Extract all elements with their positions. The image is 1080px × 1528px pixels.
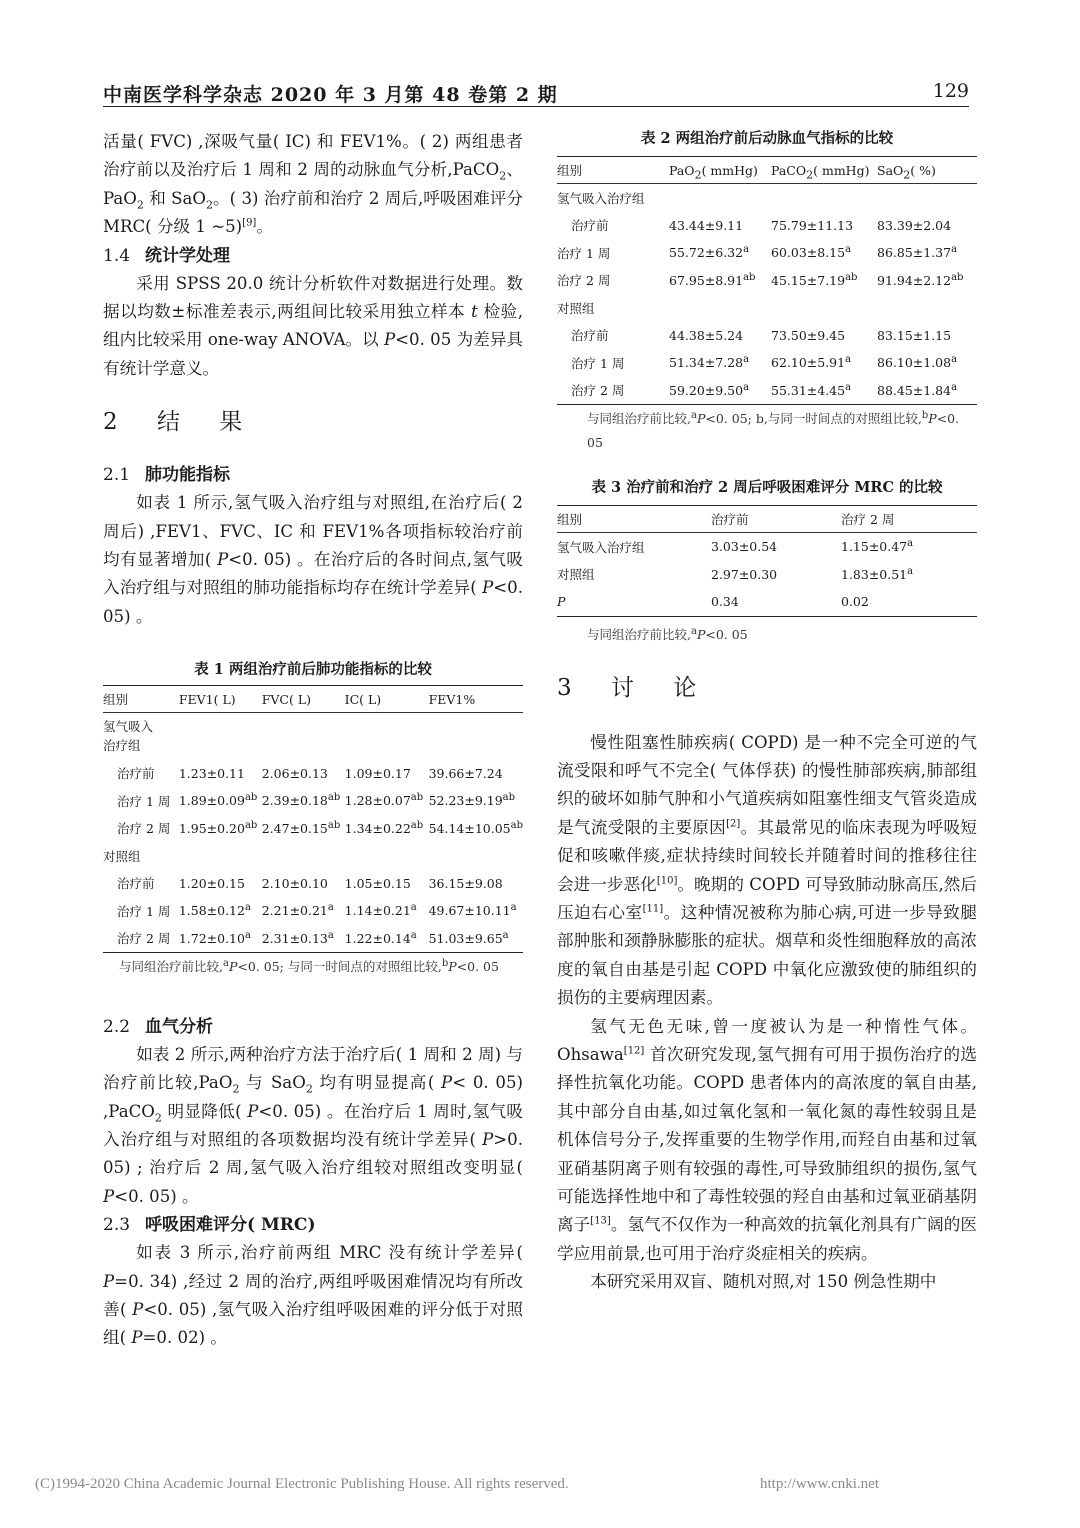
t3-header: 治疗前 bbox=[711, 506, 841, 533]
blood-gas-paragraph: 如表 2 所示,两种治疗方法于治疗后( 1 周和 2 周) 与治疗前比较,PaO$_2$ 与 SaO$_2$ 均有明显提高( P< 0. 05) ,PaCO$_2$ 明显降低( P<0. 05) 。在治疗后 1 周时,氢气吸入治疗组与对照组的各项数据均没有统计学差异( P>0. 05) ; 治疗后 2 周,氢气吸入治疗组较对照组改变明显( P<0. 05) 。 bbox=[103, 1044, 523, 1206]
table-3-caption: 表 3 治疗前和治疗 2 周后呼吸困难评分 MRC 的比较 bbox=[591, 479, 943, 496]
t2-header: 组别 bbox=[557, 157, 669, 184]
table-1-note: 与同组治疗前比较,$^a$P<0. 05; 与同一时间点的对照组比较,$^b$P<0. 05 bbox=[119, 957, 499, 974]
t1-header: FEV1( L) bbox=[179, 686, 262, 713]
table-row: 治疗 1 周 51.34±7.28$^a$ 62.10±5.91$^a$ 86.10±1.08$^a$ bbox=[571, 354, 958, 371]
table-row: 治疗 2 周 1.72±0.10$^a$ 2.31±0.13$^a$ 1.22±0.14$^a$ 51.03±9.65$^a$ bbox=[117, 929, 509, 947]
section-1-4-heading: 1.4 统计学处理 bbox=[103, 245, 230, 266]
table-1-caption: 表 1 两组治疗前后肺功能指标的比较 bbox=[194, 661, 432, 679]
discussion-paragraph-2: 氢气无色无味,曾一度被认为是一种惰性气体。Ohsawa[12] 首次研究发现,氢气拥有可用于损伤治疗的选择性抗氧化功能。COPD 患者体内的高浓度的氧自由基,其中部分自由基,如过氧化氢和一氧化氮的毒性较弱且是机体信号分子,发挥重要的生物学作用,而羟自由基和过氧亚硝基阴离子则有较强的毒性,可导致肺组织的损伤,氢气可能选择性地中和了毒性较强的羟自由基和过氧亚硝基阴离子[13]。氢气不仅作为一种高效的抗氧化剂具有广阔的医学应用前景,也可用于治疗炎症相关的疾病。 bbox=[557, 1016, 978, 1263]
section-2-1-heading: 2.1 肺功能指标 bbox=[103, 465, 230, 486]
citation-10: [10] bbox=[656, 875, 678, 886]
table-row: 对照组 2.97±0.30 1.83±0.51$^a$ bbox=[557, 565, 914, 583]
table-row: 治疗 1 周 1.89±0.09$^{ab}$ 2.39±0.18$^{ab}$ 1.28±0.07$^{ab}$ 52.23±9.19$^{ab}$ bbox=[117, 791, 516, 809]
right-column bbox=[557, 128, 977, 1297]
table-2-note: 与同组治疗前比较,$^a$P<0. 05; b,与同一时间点的对照组比较,$^b$P<0. 05 bbox=[587, 409, 960, 450]
intro-paragraph: 活量( FVC) ,深吸气量( IC) 和 FEV1%。( 2) 两组患者治疗前以及治疗后 1 周和 2 周的动脉血气分析,PaCO$_2$、PaO$_2$ 和 SaO$_2$。( 3) 治疗前和治疗 2 周后,呼吸困难评分 MRC( 分级 1 ~5)[9]。 bbox=[103, 132, 523, 237]
table-2-caption: 表 2 两组治疗前后动脉血气指标的比较 bbox=[640, 130, 894, 147]
table-row: 治疗前 44.38±5.24 73.50±9.45 83.15±1.15 bbox=[571, 327, 952, 344]
table-row: 治疗 1 周 55.72±6.32$^a$ 60.03±8.15$^a$ 86.85±1.37$^a$ bbox=[557, 244, 958, 261]
t2-group-label: 对照组 bbox=[557, 300, 595, 316]
table-row: 治疗前 43.44±9.11 75.79±11.13 83.39±2.04 bbox=[571, 217, 952, 234]
t1-header: FEV1% bbox=[429, 686, 523, 713]
section-2-2-heading: 2.2 血气分析 bbox=[103, 1016, 213, 1037]
copyright-footer bbox=[35, 1476, 1045, 1493]
t3-header: 治疗 2 周 bbox=[841, 506, 977, 533]
discussion-paragraph-3: 本研究采用双盲、随机对照,对 150 例急性期中 bbox=[590, 1272, 937, 1292]
mrc-paragraph: 如表 3 所示,治疗前两组 MRC 没有统计学差异( P=0. 34) ,经过 2 周的治疗,两组呼吸困难情况均有所改善( P<0. 05) ,氢气吸入治疗组呼吸困难的评分低于对照组( P=0. 02) 。 bbox=[103, 1243, 524, 1348]
running-header bbox=[103, 78, 969, 107]
stats-paragraph: 采用 SPSS 20.0 统计分析软件对数据进行处理。数据以均数±标准差表示,两组间比较采用独立样本 t 检验,组内比较采用 one-way ANOVA。以 P<0. 05 为差异具有统计学意义。 bbox=[103, 273, 524, 378]
copyright-text: (C)1994-2020 China Academic Journal Electronic Publishing House. All rights reserved. bbox=[35, 1476, 569, 1492]
section-2-3-heading: 2.3 呼吸困难评分( MRC) bbox=[103, 1215, 316, 1236]
citation-2: [2] bbox=[726, 818, 741, 830]
discussion-paragraph-1: 慢性阻塞性肺疾病( COPD) 是一种不完全可逆的气流受限和呼气不完全( 气体俘获) 的慢性肺部疾病,肺部组织的破坏如肺气肿和小气道疾病如阻塞性细支气管炎造成是气流受限的主要原因[2]。其最常见的临床表现为呼吸短促和咳嗽伴痰,症状持续时间较长并随着时间的推移往往会进一步恶化[10]。晚期的 COPD 可导致肺动脉高压,然后压迫右心室[11]。这种情况被称为肺心病,可进一步导致腿部肿胀和颈静脉膨胀的症状。烟草和炎性细胞释放的高浓度的氧自由基是引起 COPD 中氧化应激致使的肺组织的损伤的主要病理因素。 bbox=[557, 732, 978, 1008]
table-row: 治疗 1 周 1.58±0.12$^a$ 2.21±0.21$^a$ 1.14±0.21$^a$ 49.67±10.11$^a$ bbox=[117, 901, 517, 919]
t2-header: SaO$_2$( %) bbox=[877, 157, 977, 184]
table-row: 治疗前 1.20±0.15 2.10±0.10 1.05±0.15 36.15±9.08 bbox=[117, 875, 503, 892]
citation-12: [12] bbox=[623, 1045, 645, 1057]
table-3-note: 与同组治疗前比较,$^a$P<0. 05 bbox=[587, 625, 748, 642]
t2-group-label: 氢气吸入治疗组 bbox=[557, 190, 645, 206]
table-row: 治疗 2 周 67.95±8.91$^{ab}$ 45.15±7.19$^{ab}$ 91.94±2.12$^{ab}$ bbox=[557, 271, 964, 289]
citation-9: [9] bbox=[242, 217, 257, 229]
table-row: P 0.34 0.02 bbox=[557, 594, 869, 610]
table-1 bbox=[103, 685, 523, 953]
table-row: 氢气吸入治疗组 3.03±0.54 1.15±0.47$^a$ bbox=[557, 538, 914, 555]
t1-group-label: 对照组 bbox=[103, 848, 141, 864]
left-column bbox=[103, 128, 523, 1353]
table-row: 治疗前 1.23±0.11 2.06±0.13 1.09±0.17 39.66±7.24 bbox=[117, 765, 503, 782]
t1-header: 组别 bbox=[103, 686, 179, 713]
section-2-heading: 2 结 果 bbox=[103, 409, 259, 436]
table-3 bbox=[557, 505, 977, 617]
table-row: 治疗 2 周 1.95±0.20$^{ab}$ 2.47±0.15$^{ab}$ 1.34±0.22$^{ab}$ 54.14±10.05$^{ab}$ bbox=[117, 819, 523, 837]
t2-header: PaO$_2$( mmHg) bbox=[669, 157, 771, 184]
t2-header: PaCO$_2$( mmHg) bbox=[771, 157, 877, 184]
t1-header: IC( L) bbox=[345, 686, 429, 713]
section-3-heading: 3 讨 论 bbox=[557, 674, 713, 701]
citation-11: [11] bbox=[642, 903, 664, 915]
lung-function-paragraph: 如表 1 所示,氢气吸入治疗组与对照组,在治疗后( 2 周后) ,FEV1、FVC、IC 和 FEV1%各项指标较治疗前均有显著增加( P<0. 05) 。在治疗后的各时间点,氢气吸入治疗组与对照组的肺功能指标均存在统计学差异( P<0. 05) 。 bbox=[103, 493, 523, 626]
page-number: 129 bbox=[932, 80, 969, 102]
citation-13: [13] bbox=[590, 1215, 611, 1227]
table-row: 治疗 2 周 59.20±9.50$^a$ 55.31±4.45$^a$ 88.45±1.84$^a$ bbox=[571, 381, 958, 399]
t3-header: 组别 bbox=[557, 506, 711, 533]
t1-group-label: 氢气吸入治疗组 bbox=[103, 719, 154, 754]
t1-header: FVC( L) bbox=[262, 686, 345, 713]
journal-title: 中南医学科学杂志 2020 年 3 月第 48 卷第 2 期 bbox=[103, 84, 558, 106]
table-2 bbox=[557, 156, 977, 405]
cnki-url[interactable]: http://www.cnki.net bbox=[760, 1476, 880, 1492]
